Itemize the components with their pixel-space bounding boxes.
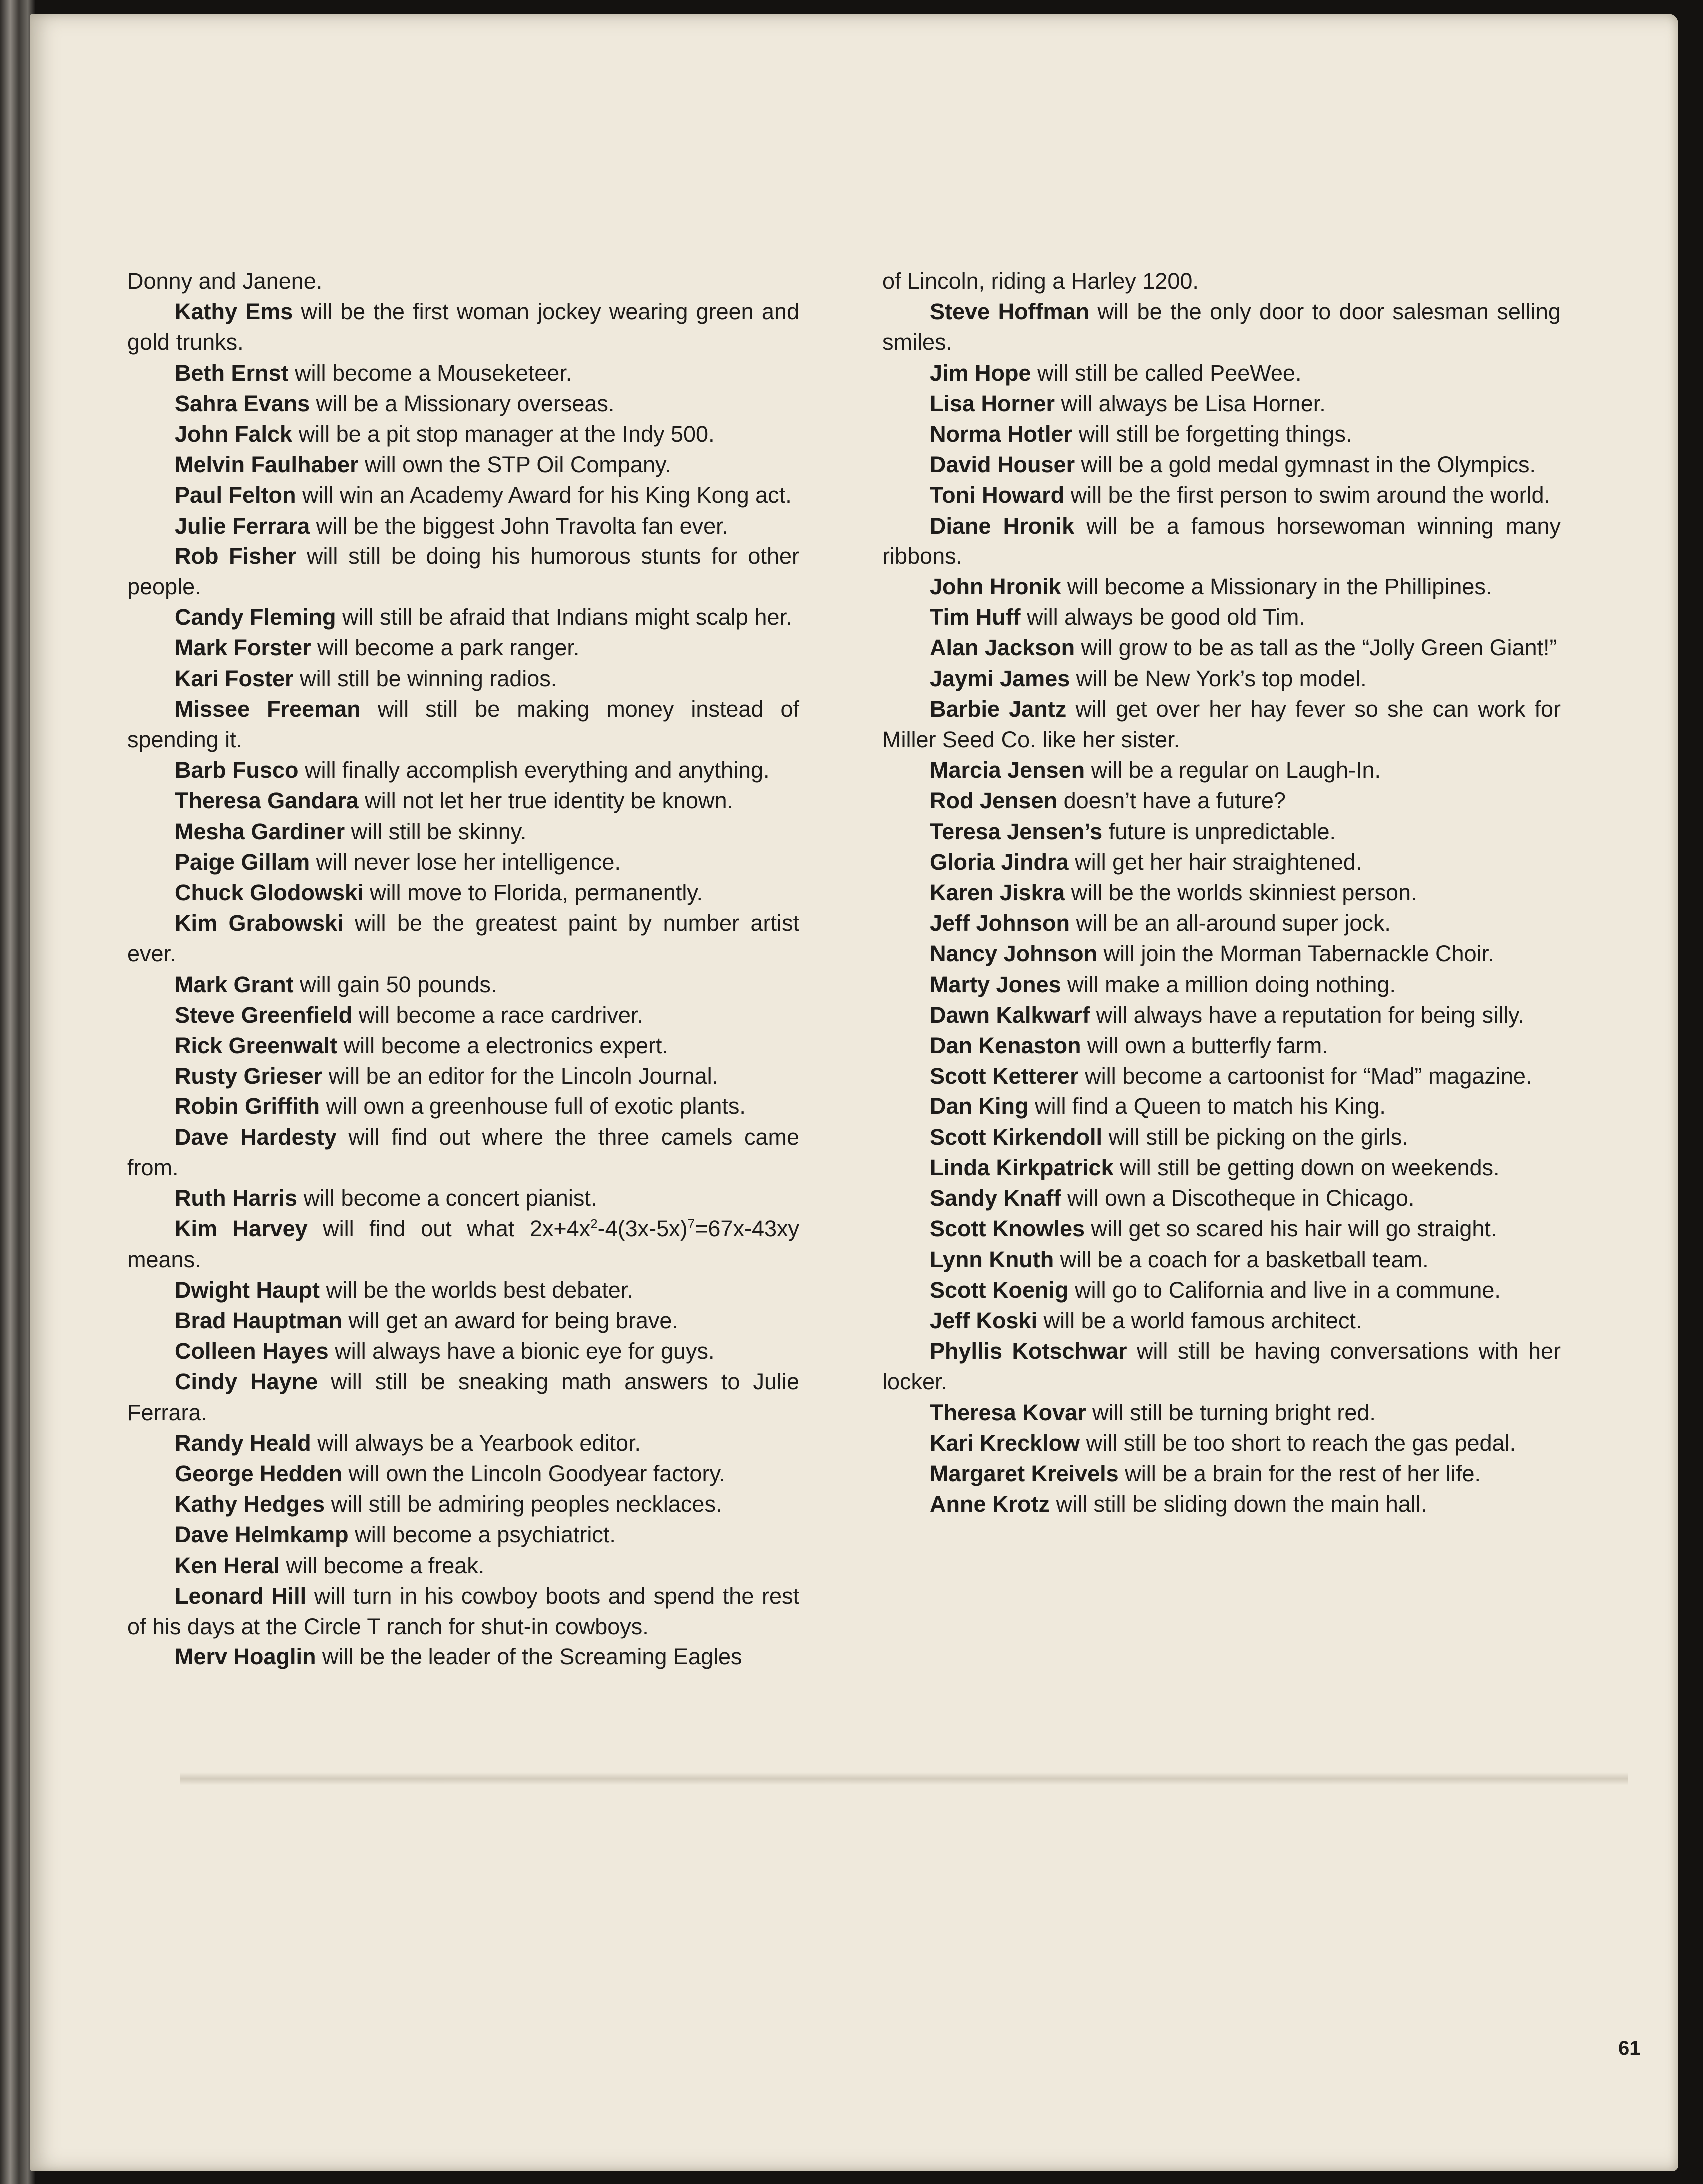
student-name: George Hedden bbox=[175, 1460, 343, 1486]
prediction-text: will get an award for being brave. bbox=[342, 1307, 678, 1333]
prediction-entry bbox=[882, 1336, 1561, 1397]
prediction-text: will go to California and live in a commune. bbox=[1068, 1277, 1501, 1303]
prediction-text: will be the biggest John Travolta fan ever. bbox=[310, 513, 729, 539]
prediction-entry bbox=[127, 1581, 799, 1641]
prediction-text: will become a cartoonist for “Mad” magazine. bbox=[1078, 1063, 1532, 1089]
student-name: Mesha Gardiner bbox=[175, 818, 345, 844]
prediction-entry bbox=[882, 388, 1561, 419]
student-name: John Falck bbox=[175, 421, 293, 447]
student-name: Mark Forster bbox=[175, 635, 311, 661]
prediction-text: will gain 50 pounds. bbox=[293, 971, 497, 997]
prediction-entry bbox=[127, 449, 799, 480]
prediction-text: =67x-43xy means. bbox=[127, 1216, 799, 1272]
student-name: Scott Kirkendoll bbox=[930, 1124, 1103, 1150]
prediction-entry bbox=[127, 1061, 799, 1091]
student-name: Leonard Hill bbox=[175, 1583, 307, 1609]
prediction-text: will be a world famous architect. bbox=[1037, 1307, 1362, 1333]
student-name: Sahra Evans bbox=[175, 390, 310, 416]
prediction-entry bbox=[882, 1305, 1561, 1336]
student-name: David Houser bbox=[930, 452, 1075, 478]
student-name: Dan King bbox=[930, 1093, 1029, 1119]
student-name: Gloria Jindra bbox=[930, 849, 1069, 875]
student-name: Robin Griffith bbox=[175, 1093, 320, 1119]
prediction-text: will become a freak. bbox=[280, 1552, 485, 1578]
prediction-entry bbox=[882, 847, 1561, 877]
student-name: Kathy Hedges bbox=[175, 1491, 325, 1517]
student-name: Barb Fusco bbox=[175, 757, 299, 783]
student-name: Dwight Haupt bbox=[175, 1277, 320, 1303]
student-name: Chuck Glodowski bbox=[175, 880, 364, 906]
student-name: Theresa Kovar bbox=[930, 1399, 1086, 1425]
student-name: Brad Hauptman bbox=[175, 1307, 343, 1333]
student-name: Paige Gillam bbox=[175, 849, 310, 875]
prediction-entry bbox=[127, 877, 799, 908]
prediction-text: will be an editor for the Lincoln Journal. bbox=[322, 1063, 719, 1089]
student-name: Beth Ernst bbox=[175, 360, 289, 386]
prediction-text: will be a regular on Laugh-In. bbox=[1085, 757, 1381, 783]
prediction-text: will be a Missionary overseas. bbox=[310, 390, 615, 416]
prediction-entry bbox=[127, 632, 799, 663]
prediction-entry bbox=[127, 388, 799, 419]
prediction-text: will turn in his cowboy boots and spend the rest of his days at the Circle T ranch for shut-in cowboys. bbox=[127, 1583, 799, 1639]
prediction-text: will become a race cardriver. bbox=[352, 1002, 643, 1028]
student-name: Cindy Hayne bbox=[175, 1369, 318, 1395]
student-name: Steve Greenfield bbox=[175, 1002, 353, 1028]
prediction-entry bbox=[882, 358, 1561, 388]
prediction-text: will still be getting down on weekends. bbox=[1113, 1154, 1500, 1180]
prediction-entry bbox=[127, 755, 799, 785]
student-name: Anne Krotz bbox=[930, 1491, 1050, 1517]
prediction-text: will be the first woman jockey wearing green and gold trunks. bbox=[127, 299, 799, 355]
prediction-entry bbox=[882, 785, 1561, 816]
student-name: Sandy Knaff bbox=[930, 1185, 1061, 1211]
student-name: John Hronik bbox=[930, 574, 1061, 600]
student-name: Rob Fisher bbox=[175, 543, 297, 569]
student-name: Jeff Johnson bbox=[930, 910, 1070, 936]
prediction-entry bbox=[882, 1275, 1561, 1305]
student-name: Scott Knowles bbox=[930, 1216, 1085, 1242]
student-name: Missee Freeman bbox=[175, 696, 361, 722]
prediction-text: will be the only door to door salesman selling smiles. bbox=[882, 299, 1561, 355]
prediction-entry bbox=[882, 1000, 1561, 1030]
student-name: Teresa Jensen’s bbox=[930, 818, 1103, 844]
prediction-text: will always have a reputation for being silly. bbox=[1090, 1002, 1524, 1028]
prediction-entry bbox=[127, 1275, 799, 1305]
student-name: Lynn Knuth bbox=[930, 1246, 1054, 1272]
prediction-text: will own the STP Oil Company. bbox=[358, 452, 671, 478]
prediction-entry bbox=[127, 663, 799, 694]
student-name: Scott Koenig bbox=[930, 1277, 1069, 1303]
prediction-text: will own the Lincoln Goodyear factory. bbox=[342, 1460, 726, 1486]
prediction-text: will be the worlds best debater. bbox=[319, 1277, 633, 1303]
prediction-entry bbox=[882, 1244, 1561, 1275]
right-column bbox=[882, 266, 1561, 1519]
prediction-text: doesn’t have a future? bbox=[1057, 788, 1286, 814]
prediction-text: will become a psychiatrict. bbox=[348, 1522, 616, 1548]
prediction-entry bbox=[882, 511, 1561, 571]
prediction-entry bbox=[882, 1458, 1561, 1489]
prediction-text: will become a Mouseketeer. bbox=[288, 360, 572, 386]
prediction-entry bbox=[127, 1550, 799, 1581]
prediction-text: will still be called PeeWee. bbox=[1031, 360, 1302, 386]
prediction-text: will not let her true identity be known. bbox=[358, 788, 734, 814]
prediction-entry bbox=[127, 1458, 799, 1489]
prediction-entry bbox=[882, 419, 1561, 449]
student-name: Karen Jiskra bbox=[930, 880, 1065, 906]
prediction-entry bbox=[127, 602, 799, 632]
student-name: Theresa Gandara bbox=[175, 788, 359, 814]
student-name: Julie Ferrara bbox=[175, 513, 310, 539]
prediction-text: will be a brain for the rest of her life. bbox=[1118, 1460, 1481, 1486]
student-name: Lisa Horner bbox=[930, 390, 1055, 416]
prediction-text: Donny and Janene. bbox=[127, 268, 323, 294]
student-name: Scott Ketterer bbox=[930, 1063, 1079, 1089]
student-name: Margaret Kreivels bbox=[930, 1460, 1119, 1486]
student-name: Jeff Koski bbox=[930, 1307, 1038, 1333]
prediction-entry bbox=[127, 694, 799, 755]
student-name: Dave Helmkamp bbox=[175, 1522, 349, 1548]
prediction-text: will still be doing his humorous stunts for other people. bbox=[127, 543, 799, 600]
student-name: Marcia Jensen bbox=[930, 757, 1085, 783]
student-name: Rod Jensen bbox=[930, 788, 1058, 814]
prediction-entry bbox=[882, 1183, 1561, 1213]
prediction-text: will be a coach for a basketball team. bbox=[1054, 1246, 1429, 1272]
prediction-text: will be the greatest paint by number artist ever. bbox=[127, 910, 800, 967]
prediction-text: will get over her hay fever so she can work for Miller Seed Co. like her sister. bbox=[882, 696, 1561, 753]
student-name: Ruth Harris bbox=[175, 1185, 298, 1211]
student-name: Jim Hope bbox=[930, 360, 1031, 386]
prediction-entry bbox=[882, 1489, 1561, 1519]
prediction-text: will always be good old Tim. bbox=[1020, 604, 1305, 630]
student-name: Alan Jackson bbox=[930, 635, 1075, 661]
student-name: Merv Hoaglin bbox=[175, 1644, 316, 1670]
prediction-text: will become a Missionary in the Phillipines. bbox=[1061, 574, 1492, 600]
prediction-text: will never lose her intelligence. bbox=[310, 849, 621, 875]
left-column bbox=[127, 266, 799, 1672]
student-name: Dave Hardesty bbox=[175, 1124, 337, 1150]
prediction-text: will win an Academy Award for his King Kong act. bbox=[296, 482, 792, 508]
student-name: Toni Howard bbox=[930, 482, 1065, 508]
prediction-text: will be a gold medal gymnast in the Olympics. bbox=[1075, 452, 1536, 478]
prediction-text: will always be a Yearbook editor. bbox=[311, 1430, 641, 1456]
prediction-text: will become a park ranger. bbox=[311, 635, 580, 661]
prediction-entry bbox=[127, 480, 799, 510]
student-name: Colleen Hayes bbox=[175, 1338, 329, 1364]
prediction-entry bbox=[127, 1336, 799, 1366]
prediction-entry bbox=[127, 847, 799, 877]
prediction-entry bbox=[882, 602, 1561, 632]
prediction-entry bbox=[882, 663, 1561, 694]
prediction-entry bbox=[882, 908, 1561, 938]
prediction-entry bbox=[882, 1152, 1561, 1183]
prediction-entry bbox=[882, 449, 1561, 480]
student-name: Nancy Johnson bbox=[930, 941, 1098, 967]
student-name: Ken Heral bbox=[175, 1552, 280, 1578]
prediction-text: will still be having conversations with her locker. bbox=[882, 1338, 1561, 1395]
prediction-entry bbox=[882, 1397, 1561, 1428]
prediction-entry bbox=[882, 266, 1561, 296]
prediction-text: will own a butterfly farm. bbox=[1081, 1033, 1328, 1059]
prediction-entry bbox=[127, 1091, 799, 1121]
prediction-text: will still be sliding down the main hall. bbox=[1050, 1491, 1427, 1517]
student-name: Rick Greenwalt bbox=[175, 1033, 338, 1059]
prediction-text: will still be turning bright red. bbox=[1086, 1399, 1376, 1425]
page-number: 61 bbox=[1618, 2037, 1641, 2059]
prediction-text: will grow to be as tall as the “Jolly Green Giant!” bbox=[1075, 635, 1557, 661]
prediction-entry bbox=[882, 1428, 1561, 1458]
prediction-text: will be the first person to swim around the world. bbox=[1064, 482, 1551, 508]
student-name: Diane Hronik bbox=[930, 513, 1075, 539]
student-name: Paul Felton bbox=[175, 482, 296, 508]
prediction-text: will be a pit stop manager at the Indy 500. bbox=[292, 421, 715, 447]
prediction-entry bbox=[882, 1061, 1561, 1091]
prediction-entry bbox=[127, 1122, 799, 1183]
student-name: Steve Hoffman bbox=[930, 299, 1090, 325]
prediction-entry bbox=[882, 816, 1561, 847]
student-name: Candy Fleming bbox=[175, 604, 336, 630]
prediction-text: will still be afraid that Indians might scalp her. bbox=[336, 604, 792, 630]
prediction-entry bbox=[127, 1489, 799, 1519]
student-name: Marty Jones bbox=[930, 971, 1061, 997]
prediction-text: will own a Discotheque in Chicago. bbox=[1061, 1185, 1415, 1211]
student-name: Phyllis Kotschwar bbox=[930, 1338, 1127, 1364]
prediction-entry bbox=[127, 816, 799, 847]
prediction-text: will still be forgetting things. bbox=[1072, 421, 1352, 447]
prediction-entry bbox=[882, 1091, 1561, 1121]
student-name: Dan Kenaston bbox=[930, 1033, 1081, 1059]
prediction-entry bbox=[127, 419, 799, 449]
prediction-entry bbox=[127, 785, 799, 816]
prediction-text: will be the leader of the Screaming Eagles bbox=[316, 1644, 742, 1670]
prediction-text: will get so scared his hair will go straight. bbox=[1085, 1216, 1497, 1242]
prediction-entry bbox=[882, 694, 1561, 755]
prediction-text: will still be sneaking math answers to Julie Ferrara. bbox=[127, 1369, 800, 1425]
prediction-text: will still be admiring peoples necklaces. bbox=[325, 1491, 722, 1517]
prediction-entry bbox=[127, 1030, 799, 1061]
prediction-entry bbox=[882, 969, 1561, 1000]
prediction-entry bbox=[882, 877, 1561, 908]
student-name: Kari Krecklow bbox=[930, 1430, 1080, 1456]
student-name: Jaymi James bbox=[930, 665, 1070, 691]
prediction-entry bbox=[882, 571, 1561, 602]
prediction-entry bbox=[882, 755, 1561, 785]
prediction-entry bbox=[127, 1183, 799, 1213]
prediction-entry bbox=[127, 908, 799, 969]
prediction-text: will still be winning radios. bbox=[293, 665, 557, 691]
student-name: Norma Hotler bbox=[930, 421, 1073, 447]
prediction-text: will still be making money instead of spending it. bbox=[127, 696, 799, 753]
prediction-entry bbox=[127, 969, 799, 1000]
prediction-text: will be an all-around super jock. bbox=[1070, 910, 1391, 936]
student-name: Kim Harvey bbox=[175, 1216, 308, 1242]
prediction-text: will be the worlds skinniest person. bbox=[1065, 880, 1417, 906]
prediction-entry bbox=[127, 541, 799, 602]
prediction-text: will always have a bionic eye for guys. bbox=[328, 1338, 715, 1364]
prediction-entry bbox=[127, 1519, 799, 1550]
prediction-text: will move to Florida, permanently. bbox=[363, 880, 703, 906]
prediction-text: will get her hair straightened. bbox=[1068, 849, 1362, 875]
prediction-text: will always be Lisa Horner. bbox=[1055, 390, 1326, 416]
prediction-entry bbox=[127, 1305, 799, 1336]
prediction-text: will find out where the three camels came from. bbox=[127, 1124, 800, 1180]
prediction-entry bbox=[127, 358, 799, 388]
prediction-entry bbox=[127, 266, 799, 296]
student-name: Kim Grabowski bbox=[175, 910, 344, 936]
student-name: Randy Heald bbox=[175, 1430, 311, 1456]
prediction-entry bbox=[127, 296, 799, 357]
prediction-entry bbox=[127, 1641, 799, 1672]
student-name: Mark Grant bbox=[175, 971, 294, 997]
student-name: Melvin Faulhaber bbox=[175, 452, 359, 478]
prediction-entry bbox=[127, 1366, 799, 1427]
prediction-text: will still be picking on the girls. bbox=[1102, 1124, 1408, 1150]
prediction-entry bbox=[882, 480, 1561, 510]
page-crease bbox=[180, 1772, 1628, 1785]
student-name: Tim Huff bbox=[930, 604, 1021, 630]
student-name: Linda Kirkpatrick bbox=[930, 1154, 1114, 1180]
student-name: Barbie Jantz bbox=[930, 696, 1067, 722]
student-name: Kari Foster bbox=[175, 665, 294, 691]
exponent: 2 bbox=[590, 1216, 598, 1232]
prediction-text: will be New York’s top model. bbox=[1070, 665, 1367, 691]
prediction-text: -4(3x-5x) bbox=[597, 1216, 688, 1242]
exponent: 7 bbox=[687, 1216, 695, 1232]
prediction-entry bbox=[127, 1000, 799, 1030]
prediction-text: will find out what 2x+4x bbox=[307, 1216, 591, 1242]
prediction-entry bbox=[127, 511, 799, 541]
prediction-text: will own a greenhouse full of exotic plants. bbox=[319, 1093, 746, 1119]
prediction-text: will still be too short to reach the gas pedal. bbox=[1080, 1430, 1516, 1456]
prediction-entry bbox=[882, 938, 1561, 969]
prediction-text: will become a electronics expert. bbox=[337, 1033, 668, 1059]
prediction-text: will join the Morman Tabernackle Choir. bbox=[1097, 941, 1494, 967]
prediction-text: future is unpredictable. bbox=[1102, 818, 1336, 844]
prediction-entry bbox=[882, 296, 1561, 357]
prediction-entry bbox=[882, 632, 1561, 663]
prediction-entry bbox=[882, 1213, 1561, 1244]
student-name: Rusty Grieser bbox=[175, 1063, 323, 1089]
prediction-entry bbox=[127, 1428, 799, 1458]
prediction-text: will still be skinny. bbox=[345, 818, 527, 844]
student-name: Dawn Kalkwarf bbox=[930, 1002, 1090, 1028]
student-name: Kathy Ems bbox=[175, 299, 293, 325]
prediction-text: will find a Queen to match his King. bbox=[1028, 1093, 1386, 1119]
prediction-text: will become a concert pianist. bbox=[297, 1185, 597, 1211]
prediction-text: of Lincoln, riding a Harley 1200. bbox=[882, 268, 1199, 294]
prediction-entry bbox=[882, 1030, 1561, 1061]
prediction-text: will be a famous horsewoman winning many ribbons. bbox=[882, 513, 1561, 569]
prediction-entry bbox=[882, 1122, 1561, 1152]
prediction-text: will finally accomplish everything and anything. bbox=[298, 757, 770, 783]
prediction-text: will make a million doing nothing. bbox=[1061, 971, 1396, 997]
prediction-entry bbox=[127, 1213, 799, 1274]
